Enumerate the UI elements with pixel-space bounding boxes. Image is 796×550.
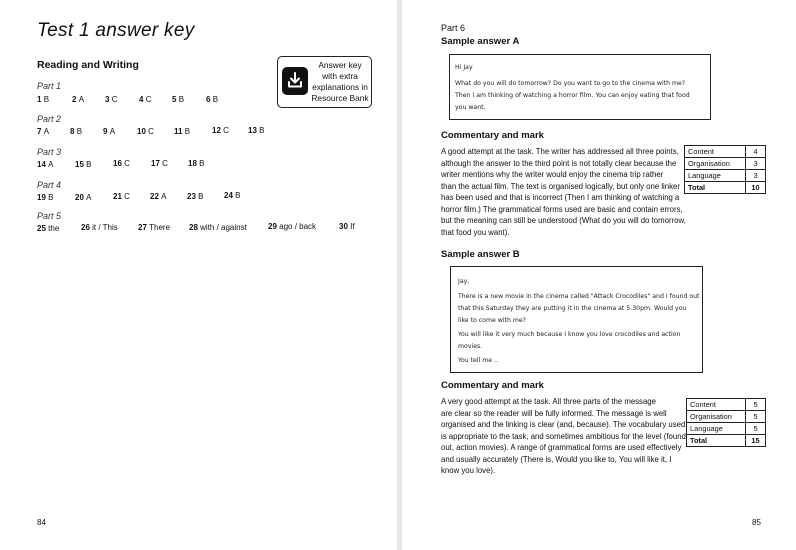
- answer-item: 27 There: [138, 223, 171, 232]
- answer-item: 17 C: [151, 159, 168, 168]
- part-label: Part 4: [37, 180, 62, 190]
- resource-bank-box: [277, 56, 372, 108]
- answer-item: 23 B: [187, 192, 204, 201]
- answer-item: 25 the: [37, 224, 60, 233]
- commentary-line: although the answer to the third point is not totally clear because the: [441, 158, 677, 168]
- sample-a-heading: Sample answer A: [441, 36, 520, 47]
- answer-item: 14 A: [37, 160, 54, 169]
- answer-item: 9 A: [103, 127, 116, 136]
- answer-item: 8 B: [70, 127, 83, 136]
- marks-table-a: [684, 145, 766, 194]
- page-title: Test 1 answer key: [37, 20, 195, 41]
- sample-b-box: [450, 266, 703, 373]
- answer-item: 22 A: [150, 192, 167, 201]
- left-page: [0, 0, 397, 550]
- commentary-line: that food you want).: [441, 227, 510, 237]
- commentary-line: know you love).: [441, 466, 496, 475]
- sample-line: movies.: [458, 343, 483, 350]
- marks-row: Content 5: [687, 399, 766, 411]
- right-page: [402, 0, 796, 550]
- commentary-line: A good attempt at the task. The writer has addressed all three points,: [441, 147, 679, 156]
- answer-item: 1 B: [37, 95, 50, 104]
- sample-line: that this Saturday they are putting it in the cinema at 5.30pm. Would you: [458, 305, 687, 312]
- commentary-line: out, action movies). A range of grammatical forms are used effectively: [441, 443, 682, 452]
- commentary-heading: Commentary and mark: [441, 130, 544, 141]
- part-label: Part 6: [441, 23, 466, 33]
- commentary-line: organised and the linking is clear (and, because). The vocabulary used: [441, 420, 686, 429]
- commentary-line: than the actual film. The text is organised logically, but only one linker: [441, 181, 680, 191]
- answer-item: 26 it / This: [81, 223, 118, 232]
- marks-row: Organisation 5: [687, 411, 766, 423]
- marks-total-row: Total 15: [687, 435, 766, 447]
- marks-total-row: Total 10: [685, 182, 766, 194]
- answer-item: 11 B: [174, 127, 191, 136]
- sample-line: Jay,: [458, 278, 470, 285]
- answer-item: 20 A: [75, 193, 92, 202]
- marks-row: Content 4: [685, 146, 766, 158]
- commentary-line: are clear so the reader will be fully informed. The message is well: [441, 408, 667, 418]
- answer-item: 24 B: [224, 191, 241, 200]
- answer-item: 7 A: [37, 127, 50, 136]
- answer-item: 15 B: [75, 160, 92, 169]
- sample-a-box: [449, 54, 711, 120]
- commentary-line: writer mentions why the writer would enjoy the cinema trip rather: [441, 170, 664, 179]
- sample-line: like to come with me?: [458, 317, 526, 324]
- sample-line: you want.: [455, 104, 486, 111]
- page-number: 84: [37, 518, 46, 527]
- answer-item: 2 A: [72, 95, 85, 104]
- answer-item: 18 B: [188, 159, 205, 168]
- sample-line: You tell me ..: [458, 357, 499, 364]
- answer-item: 29 ago / back: [268, 222, 317, 231]
- commentary-line: is appropriate to the task, and sometimes ambitious for the level (found: [441, 431, 686, 441]
- answer-item: 13 B: [248, 126, 265, 135]
- sample-line: You will like it very much because I know you love crocodiles and action: [458, 331, 681, 338]
- commentary-line: A very good attempt at the task. All three parts of the message: [441, 397, 656, 406]
- sample-b-heading: Sample answer B: [441, 249, 520, 260]
- answer-item: 30 If: [339, 222, 355, 231]
- commentary-heading: Commentary and mark: [441, 380, 544, 391]
- commentary-b-text: [441, 396, 686, 477]
- part-label: Part 3: [37, 147, 62, 157]
- answer-item: 3 C: [105, 95, 118, 104]
- marks-row: Language 5: [687, 423, 766, 435]
- part-label: Part 2: [37, 114, 62, 124]
- resource-bank-text: Answer key with extra explanations in Resource Bank: [311, 60, 369, 103]
- sample-line: There is a new movie in the cinema called "Attack Crocodiles" and I found out: [458, 293, 700, 300]
- answer-item: 21 C: [113, 192, 130, 201]
- commentary-line: and usually accurately (There is, Would you like to, You will like it, I: [441, 454, 672, 464]
- sample-line: What do you will do tomorrow? Do you want to go to the cinema with me?: [455, 80, 686, 87]
- answer-item: 12 C: [212, 126, 229, 135]
- page-number: 85: [752, 518, 761, 527]
- section-heading: Reading and Writing: [37, 59, 139, 71]
- commentary-line: but the meaning can still be understood (What do you will do tomorrow,: [441, 216, 686, 225]
- commentary-a-text: [441, 146, 686, 238]
- answer-item: 28 with / against: [189, 223, 247, 232]
- answer-item: 4 C: [139, 95, 152, 104]
- download-icon: [282, 67, 308, 95]
- part-label: Part 1: [37, 81, 62, 91]
- answer-item: 5 B: [172, 95, 185, 104]
- answer-item: 6 B: [206, 95, 219, 104]
- answer-item: 19 B: [37, 193, 54, 202]
- marks-row: Language 3: [685, 170, 766, 182]
- answer-item: 16 C: [113, 159, 130, 168]
- commentary-line: has been used and that is incorrect (Then I am thinking of watching a: [441, 193, 680, 202]
- sample-line: Hi Jay: [455, 64, 473, 71]
- commentary-line: horror film.) The grammatical forms used are basic and contain errors,: [441, 204, 683, 214]
- answer-item: 10 C: [137, 127, 154, 136]
- marks-table-b: [686, 398, 766, 447]
- marks-row: Organisation 3: [685, 158, 766, 170]
- part-label: Part 5: [37, 211, 62, 221]
- sample-line: Then I am thinking of watching a horror film. You can enjoy eating that food: [455, 92, 690, 99]
